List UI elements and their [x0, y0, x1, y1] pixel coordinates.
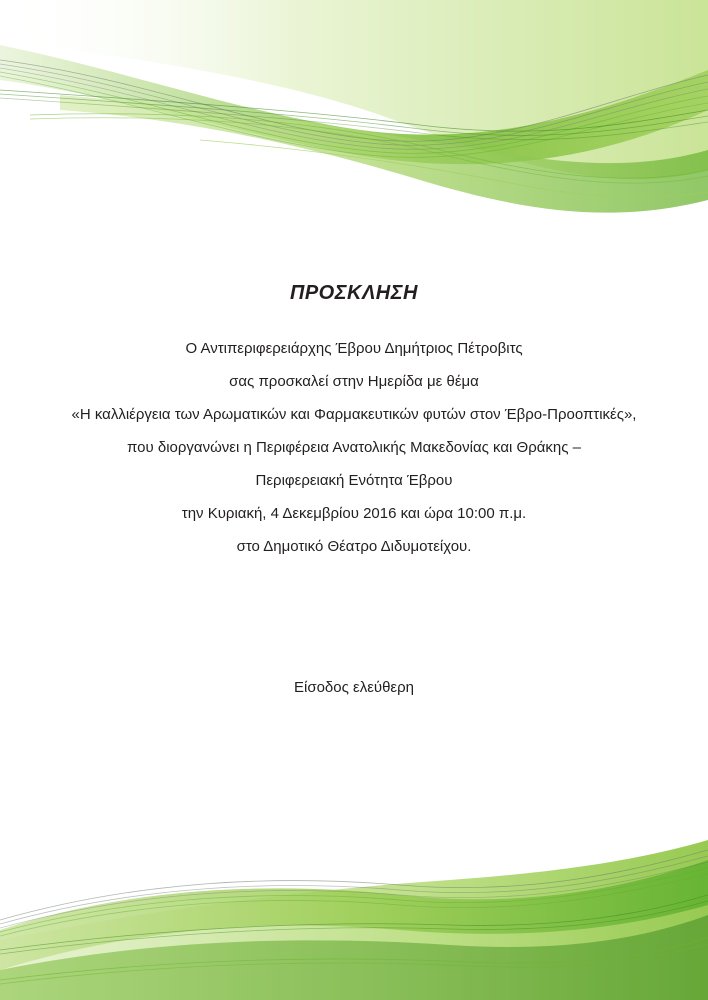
- body-line-topic: «Η καλλιέργεια των Αρωματικών και Φαρμακευτικών φυτών στον Έβρο-Προοπτικές»,: [71, 406, 637, 423]
- body-line-venue: στο Δημοτικό Θέατρο Διδυμοτείχου.: [236, 538, 472, 555]
- body-line-regional-unit: Περιφερειακή Ενότητα Έβρου: [255, 472, 453, 489]
- invitation-body: [0, 340, 708, 571]
- bottom-wave-decoration: [0, 820, 708, 1000]
- body-line-host: Ο Αντιπεριφερειάρχης Έβρου Δημήτριος Πέτροβιτς: [185, 340, 523, 357]
- free-entry-note: Είσοδος ελεύθερη: [293, 679, 414, 696]
- top-wave-decoration: [0, 0, 708, 230]
- body-line-date-time: την Κυριακή, 4 Δεκεμβρίου 2016 και ώρα 10:00 π.μ.: [181, 505, 527, 522]
- body-line-organizer: που διοργανώνει η Περιφέρεια Ανατολικής Μακεδονίας και Θράκης –: [127, 439, 581, 456]
- body-line-invites: σας προσκαλεί στην Ημερίδα με θέμα: [229, 373, 479, 390]
- invitation-title: ΠΡΟΣΚΛΗΣΗ: [289, 282, 419, 304]
